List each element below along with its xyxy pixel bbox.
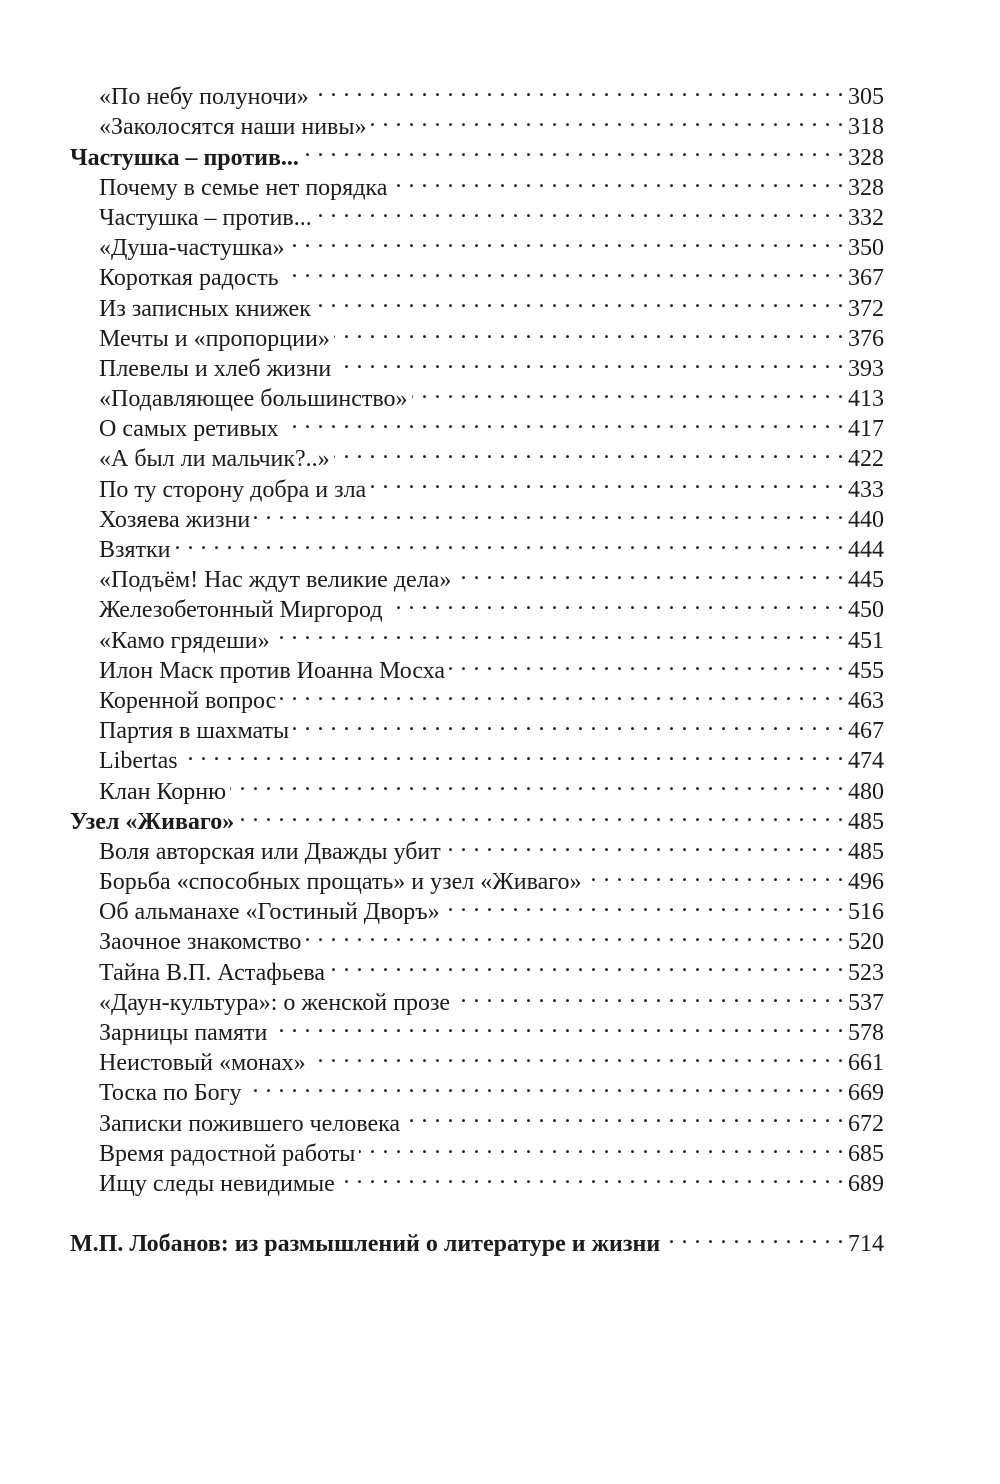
toc-entry-title: Мечты и «пропорции» [99, 325, 330, 352]
toc-entry-title: «По небу полуночи» [99, 84, 309, 111]
toc-entry-title: Из записных книжек [99, 295, 311, 322]
toc-page-number: 467 [848, 718, 884, 745]
dot-leader [303, 134, 844, 164]
dot-leader [391, 165, 844, 195]
toc-page-number: 578 [848, 1020, 884, 1046]
dot-leader [293, 708, 844, 738]
toc-page-number: 480 [848, 778, 884, 805]
dot-leader [412, 376, 844, 406]
toc-page-number: 440 [848, 506, 884, 533]
toc-page-number: 516 [848, 899, 884, 926]
toc-entry-title: «Заколосятся наши нивы» [99, 114, 367, 141]
toc-entry-title: Записки пожившего человека [99, 1110, 401, 1137]
toc-page-number: 318 [848, 114, 884, 141]
toc-page-number: 496 [848, 869, 884, 896]
dot-leader [238, 799, 844, 829]
toc-page-number: 689 [848, 1170, 884, 1197]
dot-leader [310, 1040, 844, 1070]
toc-page-number: 422 [848, 446, 884, 473]
dot-leader [316, 195, 844, 225]
dot-leader [586, 859, 844, 889]
dot-leader [370, 466, 844, 496]
toc-page-number: 485 [848, 838, 884, 865]
toc-entry-title: «Даун-культура»: о женской прозе [99, 989, 451, 1016]
toc-entry-title: Воля авторская или Дважды убит [99, 838, 441, 865]
toc-entry-title: Плевелы и хлеб жизни [99, 355, 332, 382]
toc-entry-title: Коренной вопрос [99, 687, 277, 714]
toc-page-number: 413 [848, 386, 884, 413]
dot-leader [334, 436, 844, 466]
toc-entry [70, 768, 884, 805]
toc-page-number: 372 [848, 295, 884, 322]
toc-page-number: 350 [848, 235, 884, 262]
dot-leader [387, 587, 844, 617]
dot-leader [371, 104, 844, 134]
toc-page-number: 672 [848, 1110, 884, 1137]
toc-entry-title: Тоска по Богу [99, 1080, 242, 1107]
toc-page-number: 328 [848, 144, 884, 171]
toc-entry [70, 527, 884, 563]
dot-leader [329, 949, 844, 979]
dot-leader [315, 285, 844, 315]
toc-page-number: 474 [848, 748, 884, 775]
dot-leader [305, 919, 844, 949]
toc-entry-title: Железобетонный Миргород [99, 597, 383, 624]
dot-leader [664, 1221, 844, 1251]
toc-entry-title: Узел «Живаго» [70, 808, 235, 835]
toc-page-number: 661 [848, 1050, 884, 1077]
dot-leader [335, 346, 844, 376]
toc-page-number: 376 [848, 325, 884, 352]
toc-page-number: 393 [848, 355, 884, 382]
toc-entry-title: Взятки [99, 537, 171, 563]
toc-entry-title: По ту сторону добра и зла [99, 476, 367, 503]
toc-page-number: 305 [848, 84, 884, 111]
toc-page-number: 450 [848, 597, 884, 624]
toc-entry-title: Неистовый «монах» [99, 1050, 306, 1077]
toc-entry-title: Партия в шахматы [99, 718, 290, 745]
toc-page-number: 463 [848, 687, 884, 714]
toc-section-heading [70, 1221, 884, 1258]
toc-page-number: 455 [848, 657, 884, 684]
dot-leader [274, 617, 844, 647]
toc-entry-title: Зарницы памяти [99, 1020, 268, 1046]
toc-entry-title: Частушка – против... [70, 144, 299, 171]
toc-entry-title: Клан Корню [99, 778, 227, 805]
toc-page-number: 523 [848, 959, 884, 986]
toc-page-number: 433 [848, 476, 884, 503]
dot-leader [283, 406, 844, 436]
dot-leader [334, 316, 844, 346]
toc-page-number: 367 [848, 265, 884, 292]
toc-page-number: 328 [848, 174, 884, 201]
toc-entry-title: Частушка – против... [99, 204, 312, 231]
toc-entry-title: М.П. Лобанов: из размышлений о литературе и жизни [70, 1231, 661, 1258]
toc-entry-title: Тайна В.П. Астафьева [99, 959, 326, 986]
toc-page-number: 714 [848, 1231, 884, 1258]
dot-leader [359, 1131, 844, 1161]
toc-page-number: 485 [848, 808, 884, 835]
toc-page-number: 451 [848, 627, 884, 654]
toc-entry [70, 557, 884, 594]
dot-leader [454, 980, 844, 1010]
toc-entry-title: Libertas [99, 748, 178, 775]
dot-leader [339, 1161, 844, 1191]
toc-entry-title: «Камо грядеши» [99, 627, 270, 654]
toc-page-number: 537 [848, 989, 884, 1016]
dot-leader [313, 74, 844, 104]
toc-entry-title: Об альманахе «Гостиный Дворъ» [99, 899, 440, 926]
dot-leader [288, 225, 844, 255]
dot-leader [444, 889, 844, 919]
toc-page-number: 445 [848, 567, 884, 594]
toc-page-number: 417 [848, 416, 884, 443]
toc-entry-title: Заочное знакомство [99, 929, 302, 956]
dot-leader [445, 829, 844, 859]
toc-entry-title: «Душа-частушка» [99, 235, 285, 262]
toc-entry-title: Хозяева жизни [99, 506, 251, 533]
toc-entry [70, 738, 884, 775]
dot-leader [254, 497, 844, 527]
toc-entry-title: «Подъём! Нас ждут великие дела» [99, 567, 452, 594]
toc-entry-title: О самых ретивых [99, 416, 279, 443]
dot-leader [182, 738, 844, 768]
toc-entry-title: «А был ли мальчик?..» [99, 446, 330, 473]
dot-leader [404, 1100, 844, 1130]
dot-leader [283, 255, 844, 285]
dot-leader [246, 1070, 844, 1100]
toc-entry-title: Почему в семье нет порядка [99, 174, 388, 201]
toc-page-number: 520 [848, 929, 884, 956]
toc-entry-title: Илон Маск против Иоанна Мосха [99, 657, 445, 684]
toc-page-number: 685 [848, 1140, 884, 1167]
dot-leader [230, 768, 844, 798]
dot-leader [175, 527, 844, 557]
dot-leader [271, 1010, 844, 1040]
toc-entry [70, 74, 884, 111]
toc-page-number: 444 [848, 537, 884, 563]
toc-entry-title: Ищу следы невидимые [99, 1170, 335, 1197]
toc-entry-title: Борьба «способных прощать» и узел «Живаго» [99, 869, 582, 896]
toc-entry-title: «Подавляющее большинство» [99, 386, 408, 413]
dot-leader [455, 557, 844, 587]
dot-leader [449, 648, 844, 678]
toc-page-number: 332 [848, 204, 884, 231]
toc-entry-title: Короткая радость [99, 265, 279, 292]
toc-page-number: 669 [848, 1080, 884, 1107]
dot-leader [280, 678, 844, 708]
toc-entry-title: Время радостной работы [99, 1140, 356, 1167]
table-of-contents [70, 74, 884, 1258]
